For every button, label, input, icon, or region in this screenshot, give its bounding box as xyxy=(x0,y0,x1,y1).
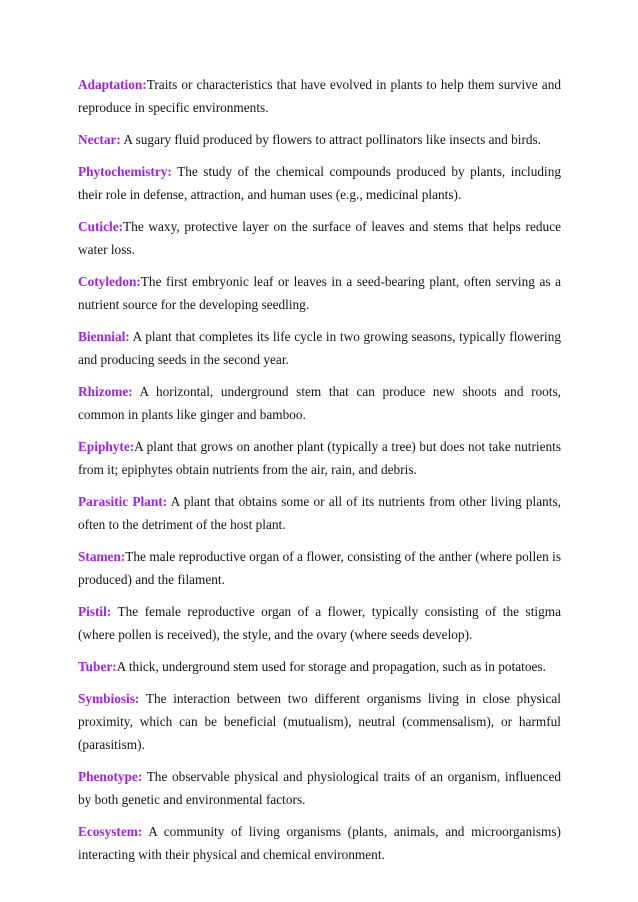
glossary-definition: The interaction between two different organisms living in close physical proximity, which can be beneficial (mutualism), neutral (commensalism), or harmful (parasitism). xyxy=(78,690,561,752)
glossary-entry-phenotype xyxy=(78,765,561,811)
glossary-definition: Traits or characteristics that have evolved in plants to help them survive and reproduce in specific environments. xyxy=(78,77,561,116)
glossary-definition: The female reproductive organ of a flower, typically consisting of the stigma (where pollen is received), the style, and the ovary (where seeds develop). xyxy=(78,603,561,642)
glossary-definition: A thick, underground stem used for storage and propagation, such as in potatoes. xyxy=(116,658,546,674)
glossary-definition: A plant that completes its life cycle in two growing seasons, typically flowering and producing seeds in the second year. xyxy=(78,328,561,367)
glossary-term: Phenotype: xyxy=(78,768,143,784)
glossary-term: Stamen: xyxy=(78,548,126,564)
glossary-definition: The observable physical and physiological traits of an organism, influenced by both genetic and environmental factors. xyxy=(78,768,561,807)
glossary-entry-cotyledon xyxy=(78,270,561,316)
glossary-definition: A plant that grows on another plant (typically a tree) but does not take nutrients from it; epiphytes obtain nutrients from the air, rain, and debris. xyxy=(78,438,561,477)
glossary-term: Parasitic Plant: xyxy=(78,493,168,509)
glossary-definition: A plant that obtains some or all of its nutrients from other living plants, often to the detriment of the host plant. xyxy=(78,493,561,532)
glossary-term: Pistil: xyxy=(78,603,112,619)
glossary-term: Adaptation: xyxy=(78,77,147,92)
glossary-entry-pistil xyxy=(78,600,561,646)
glossary-entry-parasitic-plant xyxy=(78,490,561,536)
glossary-definition: The study of the chemical compounds produced by plants, including their role in defense, attraction, and human uses (e.g., medicinal plants). xyxy=(78,163,561,202)
glossary-definition: A community of living organisms (plants, animals, and microorganisms) interacting with their physical and chemical environment. xyxy=(78,823,561,862)
glossary-definition: A sugary fluid produced by flowers to attract pollinators like insects and birds. xyxy=(120,132,542,147)
glossary-entry-phytochemistry xyxy=(78,160,561,206)
glossary-entry-cuticle xyxy=(78,215,561,261)
glossary-term: Cotyledon: xyxy=(78,273,141,289)
glossary-entry-ecosystem xyxy=(78,820,561,866)
glossary-entry-rhizome xyxy=(78,380,561,426)
glossary-term: Symbiosis: xyxy=(78,690,140,706)
glossary-term: Ecosystem: xyxy=(78,823,143,839)
glossary-entry-nectar xyxy=(78,128,561,151)
glossary-list xyxy=(78,73,561,875)
glossary-definition: The male reproductive organ of a flower, consisting of the anther (where pollen is produced) and the filament. xyxy=(78,548,561,587)
glossary-definition: The waxy, protective layer on the surface of leaves and stems that helps reduce water loss. xyxy=(78,218,561,257)
glossary-term: Biennial: xyxy=(78,328,130,344)
glossary-term: Rhizome: xyxy=(78,383,133,399)
glossary-definition: The first embryonic leaf or leaves in a seed-bearing plant, often serving as a nutrient source for the developing seedling. xyxy=(78,273,561,312)
glossary-entry-stamen xyxy=(78,545,561,591)
glossary-entry-biennial xyxy=(78,325,561,371)
glossary-entry-adaptation xyxy=(78,73,561,119)
glossary-term: Phytochemistry: xyxy=(78,163,172,179)
glossary-entry-epiphyte xyxy=(78,435,561,481)
glossary-term: Tuber: xyxy=(78,658,117,674)
glossary-entry-tuber xyxy=(78,655,561,678)
glossary-entry-symbiosis xyxy=(78,687,561,757)
glossary-definition: A horizontal, underground stem that can produce new shoots and roots, common in plants like ginger and bamboo. xyxy=(78,383,561,422)
glossary-term: Epiphyte: xyxy=(78,438,135,454)
glossary-term: Cuticle: xyxy=(78,218,124,234)
glossary-term: Nectar: xyxy=(78,132,121,147)
